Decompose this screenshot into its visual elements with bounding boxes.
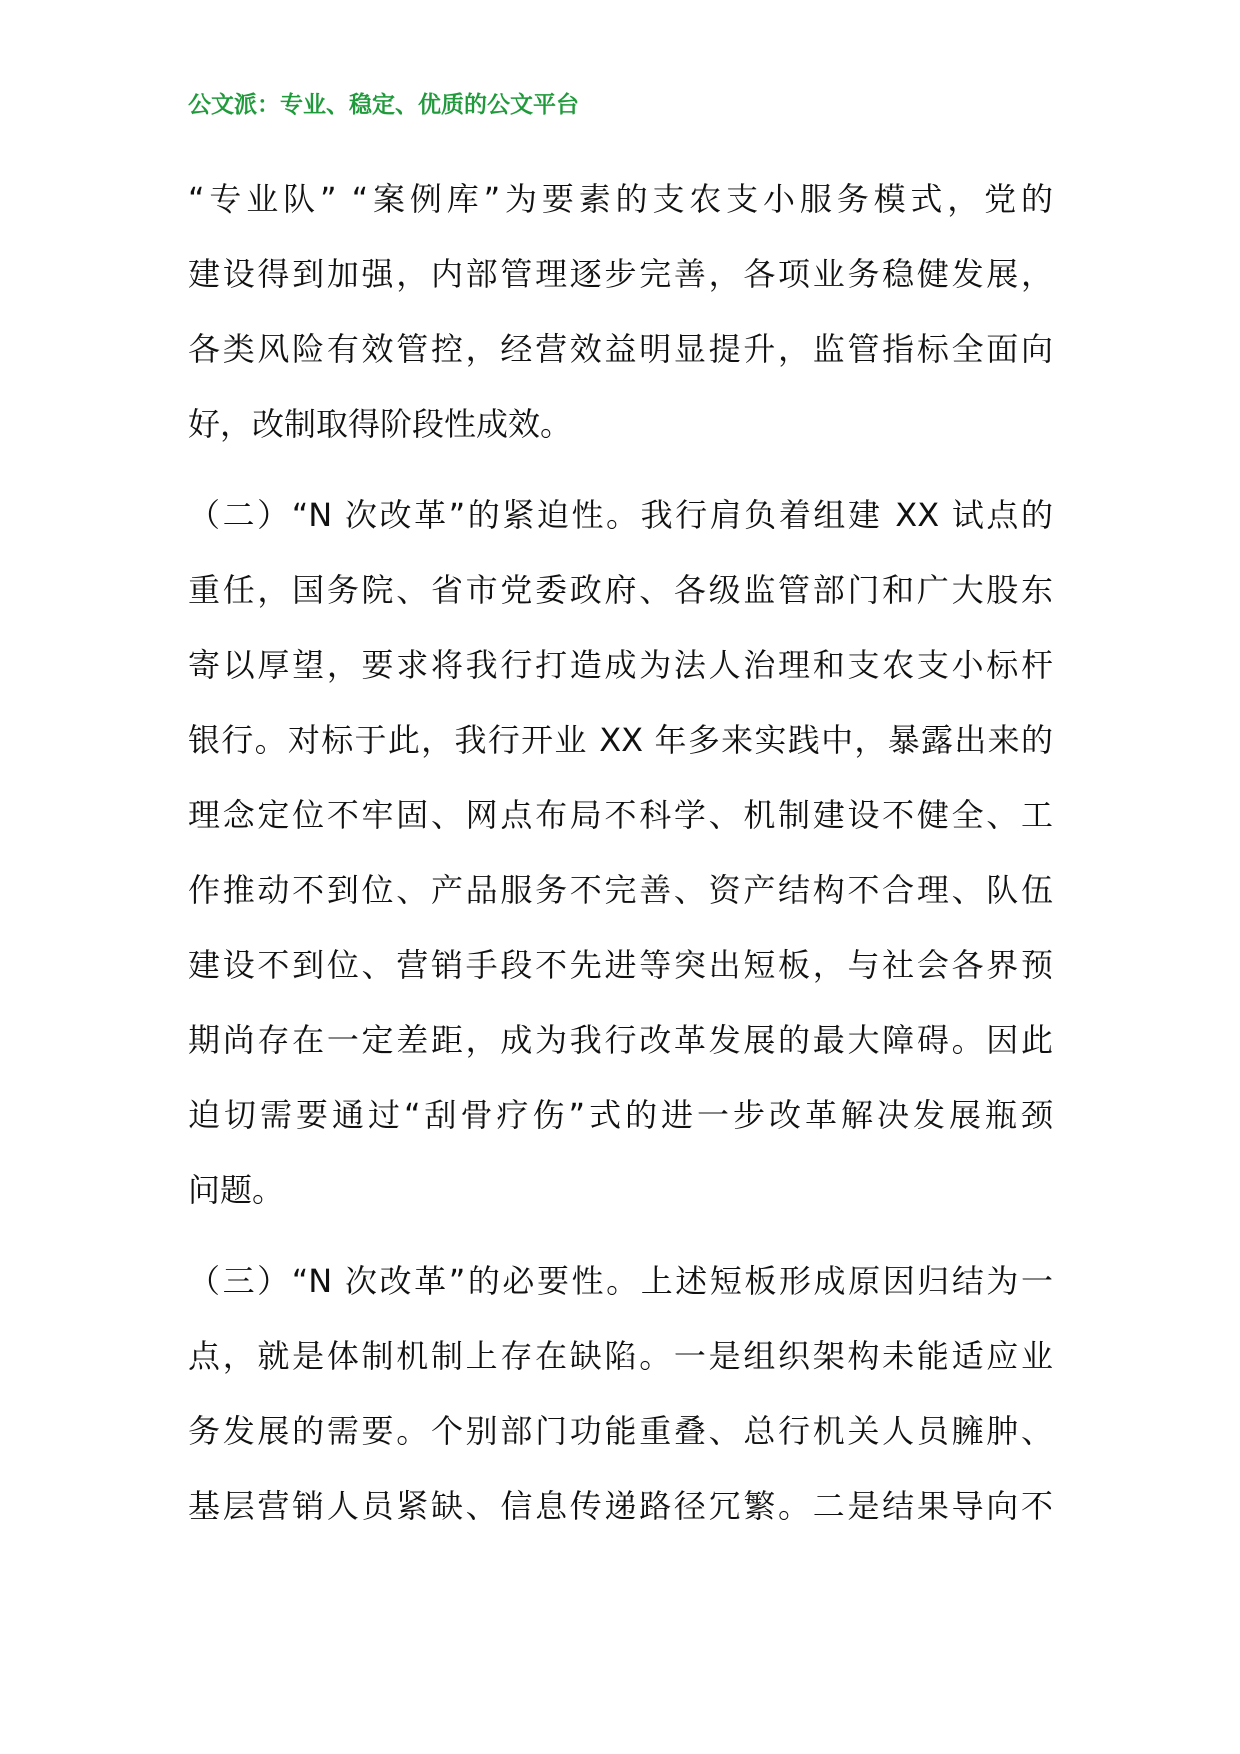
paragraph	[188, 1244, 1053, 1544]
header-watermark: 公文派：专业、稳定、优质的公文平台	[188, 92, 579, 118]
text-line: 基层营销人员紧缺、信息传递路径冗繁。二是结果导向不	[188, 1487, 1053, 1525]
document-body	[188, 162, 1053, 1560]
text-line: 迫切需要通过“刮骨疗伤”式的进一步改革解决发展瓶颈	[188, 1096, 1053, 1134]
text-line: （二）“N 次改革”的紧迫性。我行肩负着组建 XX 试点的	[188, 496, 1053, 534]
text-line: 理念定位不牢固、网点布局不科学、机制建设不健全、工	[188, 796, 1053, 834]
text-line: 各类风险有效管控，经营效益明显提升，监管指标全面向	[188, 330, 1053, 368]
text-line: 银行。对标于此，我行开业 XX 年多来实践中，暴露出来的	[188, 721, 1053, 759]
text-line: 建设不到位、营销手段不先进等突出短板，与社会各界预	[188, 946, 1053, 984]
text-line: （三）“N 次改革”的必要性。上述短板形成原因归结为一	[188, 1262, 1053, 1300]
text-line: 好，改制取得阶段性成效。	[188, 405, 573, 443]
text-line: 点，就是体制机制上存在缺陷。一是组织架构未能适应业	[188, 1337, 1053, 1375]
text-line: 建设得到加强，内部管理逐步完善，各项业务稳健发展，	[188, 255, 1053, 293]
text-line: “专业队” “案例库”为要素的支农支小服务模式，党的	[188, 180, 1053, 218]
text-line: 作推动不到位、产品服务不完善、资产结构不合理、队伍	[188, 871, 1053, 909]
paragraph	[188, 478, 1053, 1228]
text-line: 寄以厚望，要求将我行打造成为法人治理和支农支小标杆	[188, 646, 1053, 684]
text-line: 务发展的需要。个别部门功能重叠、总行机关人员臃肿、	[188, 1412, 1053, 1450]
text-line: 问题。	[188, 1171, 285, 1209]
text-line: 重任，国务院、省市党委政府、各级监管部门和广大股东	[188, 571, 1053, 609]
paragraph	[188, 162, 1053, 462]
text-line: 期尚存在一定差距，成为我行改革发展的最大障碍。因此	[188, 1021, 1053, 1059]
